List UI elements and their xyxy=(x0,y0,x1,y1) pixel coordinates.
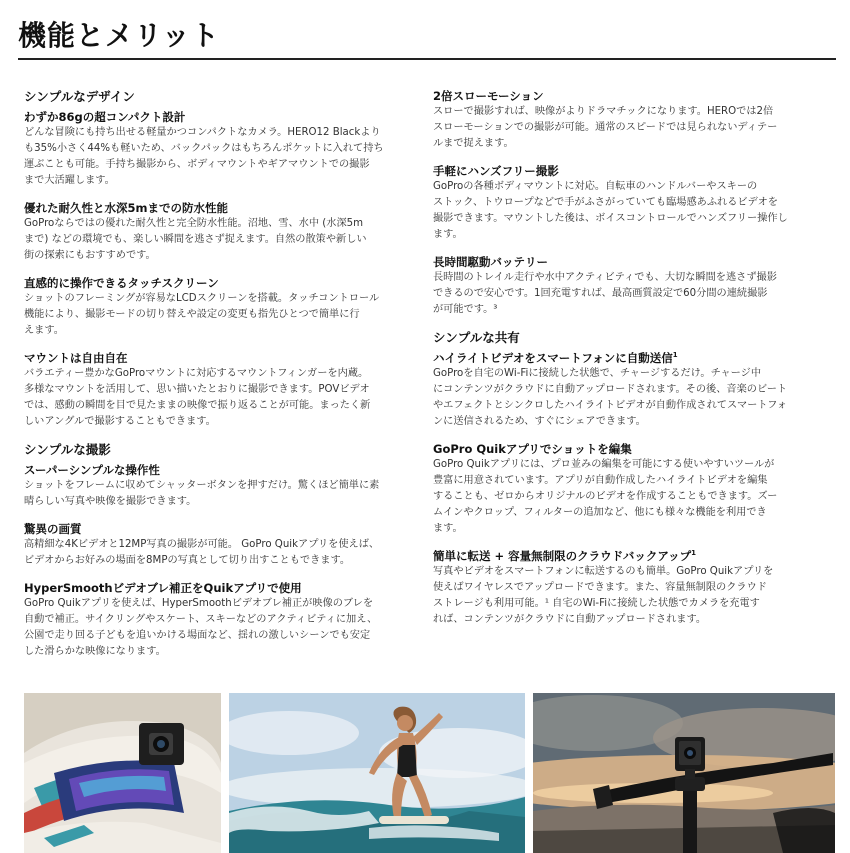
feature-title xyxy=(433,350,823,366)
description-line: ムインやクロップ、フィルターの追加など、他にも様々な機能を利用でき xyxy=(433,507,767,518)
feature-title xyxy=(24,275,409,291)
feature-title xyxy=(433,163,823,179)
description-line: どんな冒険にも持ち出せる軽量かつコンパクトなカメラ。HERO12 Blackより xyxy=(24,127,381,138)
feature-description xyxy=(433,179,823,243)
description-line: 街の探索にもおすすめです。 xyxy=(24,250,156,261)
description-line: GoProならではの優れた耐久性と完全防水性能。沼地、雪、水中 (水深5m xyxy=(24,218,364,229)
description-line: 晴らしい写真や映像を撮影できます。 xyxy=(24,496,197,507)
feature-description xyxy=(24,125,409,189)
feature-description xyxy=(24,537,409,569)
description-line: ビデオからお好みの場面を8MPの写真として切り出すこともできます。 xyxy=(24,555,351,566)
description-line: バラエティー豊かなGoProマウントに対応するマウントフィンガーを内蔵。 xyxy=(24,368,369,379)
feature-title-text: スーパーシンプルな操作性 xyxy=(24,463,160,477)
feature-title xyxy=(24,521,409,537)
feature-title-text: 驚異の画質 xyxy=(24,522,82,536)
feature-title xyxy=(24,200,409,216)
feature-description xyxy=(433,457,823,537)
description-line: GoPro Quikアプリには、プロ並みの編集を可能にする使いやすいツールが xyxy=(433,459,775,470)
feature-title xyxy=(24,462,409,478)
section-heading: シンプルなデザイン xyxy=(24,89,135,104)
description-line: も35%小さく44%も軽いため、バックパックはもちろんポケットに入れて持ち xyxy=(24,143,384,154)
feature-title xyxy=(433,441,823,457)
description-line: できるので安心です。1回充電すれば、最高画質設定で60分間の連続撮影 xyxy=(433,288,768,299)
description-line: れば、コンテンツがクラウドに自動アップロードされます。 xyxy=(433,614,707,625)
description-line: が可能です。³ xyxy=(433,304,498,315)
page-title: 機能とメリット xyxy=(18,19,220,52)
footnote-marker: 1 xyxy=(691,549,696,558)
description-line: ショットをフレームに収めてシャッターボタンを押すだけ。驚くほど簡単に素 xyxy=(24,480,380,491)
feature-description xyxy=(433,270,823,318)
description-line: まで) などの環境でも、楽しい瞬間を逃さず捉えます。自然の散策や新しい xyxy=(24,234,367,245)
description-line: ルまで捉えます。 xyxy=(433,138,514,149)
section-heading: シンプルな共有 xyxy=(433,330,520,345)
description-line: まで大活躍します。 xyxy=(24,175,115,186)
description-line: 運ぶことも可能。手持ち撮影から、ボディマウントやギアマウントでの撮影 xyxy=(24,159,370,170)
feature-title xyxy=(24,109,409,125)
feature-title-text: わずか86gの超コンパクト設計 xyxy=(24,110,186,124)
feature-title-text: 手軽にハンズフリー撮影 xyxy=(433,164,559,178)
feature-title xyxy=(433,88,823,104)
description-line: スローで撮影すれば、映像がよりドラマチックになります。HEROでは2倍 xyxy=(433,106,774,117)
description-line: ンに送信されるため、すぐにシェアできます。 xyxy=(433,416,646,427)
description-line: 自動で補正。サイクリングやスケート、スキーなどのアクティビティに加え、 xyxy=(24,614,378,625)
feature-description xyxy=(24,216,409,264)
description-line: 公園で走り回る子どもを追いかける場面など、揺れの激しいシーンでも安定 xyxy=(24,630,371,641)
helmet-camera-photo xyxy=(24,693,221,853)
feature-title-text: 長時間駆動バッテリー xyxy=(433,255,548,269)
description-line: 豊富に用意されています。アプリが自動作成したハイライトビデオを編集 xyxy=(433,475,768,486)
feature-description xyxy=(24,478,409,510)
description-line: にコンテンツがクラウドに自動アップロードされます。その後、音楽のビート xyxy=(433,384,788,395)
feature-description xyxy=(433,564,823,628)
feature-title-text: 2倍スローモーション xyxy=(433,89,544,103)
feature-description xyxy=(433,104,823,152)
feature-title-text: 簡単に転送 + 容量無制限のクラウドバックアップ xyxy=(433,549,692,563)
feature-description xyxy=(24,596,409,660)
description-line: 高精細な4Kビデオと12MP写真の撮影が可能。 GoPro Quikアプリを使えば、 xyxy=(24,539,380,550)
description-line: GoProの各種ボディマウントに対応。自転車のハンドルバーやスキーの xyxy=(433,181,758,192)
feature-title xyxy=(24,350,409,366)
description-line: ストック、トウロープなどで手がふさがっていても臨場感あふれるビデオを xyxy=(433,197,778,208)
description-line: えます。 xyxy=(24,325,64,336)
description-line: した滑らかな映像になります。 xyxy=(24,646,166,657)
description-line: しいアングルで撮影することもできます。 xyxy=(24,416,216,427)
description-line: 撮影できます。マウントした後は、ボイスコントロールでハンズフリー操作し xyxy=(433,213,788,224)
description-line: GoProを自宅のWi-Fiに接続した状態で、チャージするだけ。チャージ中 xyxy=(433,368,762,379)
description-line: GoPro Quikアプリを使えば、HyperSmoothビデオブレ補正が映像のブレを xyxy=(24,598,374,609)
description-line: することも、ゼロからオリジナルのビデオを作成することもできます。ズー xyxy=(433,491,778,502)
section-heading: シンプルな撮影 xyxy=(24,442,111,457)
description-line: スローモーションでの撮影が可能。通常のスピードでは見られないディテー xyxy=(433,122,778,133)
feature-title-text: GoPro Quikアプリでショットを編集 xyxy=(433,442,632,456)
description-line: ます。 xyxy=(433,229,463,240)
description-line: ます。 xyxy=(433,523,463,534)
description-line: ストレージも利用可能。¹ 自宅のWi-Fiに接続した状態でカメラを充電す xyxy=(433,598,760,609)
feature-description xyxy=(433,366,823,430)
description-line: ショットのフレーミングが容易なLCDスクリーンを搭載。タッチコントロール xyxy=(24,293,380,304)
feature-title-text: 直感的に操作できるタッチスクリーン xyxy=(24,276,219,290)
feature-title xyxy=(433,254,823,270)
feature-title xyxy=(433,548,823,564)
footnote-marker: 1 xyxy=(672,351,678,360)
description-line: 多様なマウントを活用して、思い描いたとおりに撮影できます。POVビデオ xyxy=(24,384,370,395)
feature-description xyxy=(24,366,409,430)
description-line: 使えばワイヤレスでアップロードできます。また、容量無制限のクラウド xyxy=(433,582,767,593)
feature-title-text: HyperSmoothビデオブレ補正をQuikアプリで使用 xyxy=(24,581,302,595)
feature-title-text: ハイライトビデオをスマートフォンに自動送信 xyxy=(433,351,673,365)
right-column xyxy=(433,88,823,628)
description-line: 機能により、撮影モードの切り替えや設定の変更も指先ひとつで簡単に行 xyxy=(24,309,360,320)
surfer-photo xyxy=(229,693,525,853)
title-divider xyxy=(18,58,836,60)
feature-description xyxy=(24,291,409,339)
feature-title-text: マウントは自由自在 xyxy=(24,351,128,365)
left-column xyxy=(24,88,409,660)
description-line: やエフェクトとシンクロしたハイライトビデオが自動作成されてスマートフォ xyxy=(433,400,788,411)
description-line: 長時間のトレイル走行や水中アクティビティでも、大切な瞬間を逃さず撮影 xyxy=(433,272,777,283)
bike-mounted-camera-photo xyxy=(533,693,835,853)
feature-title-text: 優れた耐久性と水深5mまでの防水性能 xyxy=(24,201,228,215)
feature-title xyxy=(24,580,409,596)
description-line: 写真やビデオをスマートフォンに転送するのも簡単。GoPro Quikアプリを xyxy=(433,566,774,577)
description-line: では、感動の瞬間を目で見たままの映像で振り返ることが可能。まったく新 xyxy=(24,400,371,411)
